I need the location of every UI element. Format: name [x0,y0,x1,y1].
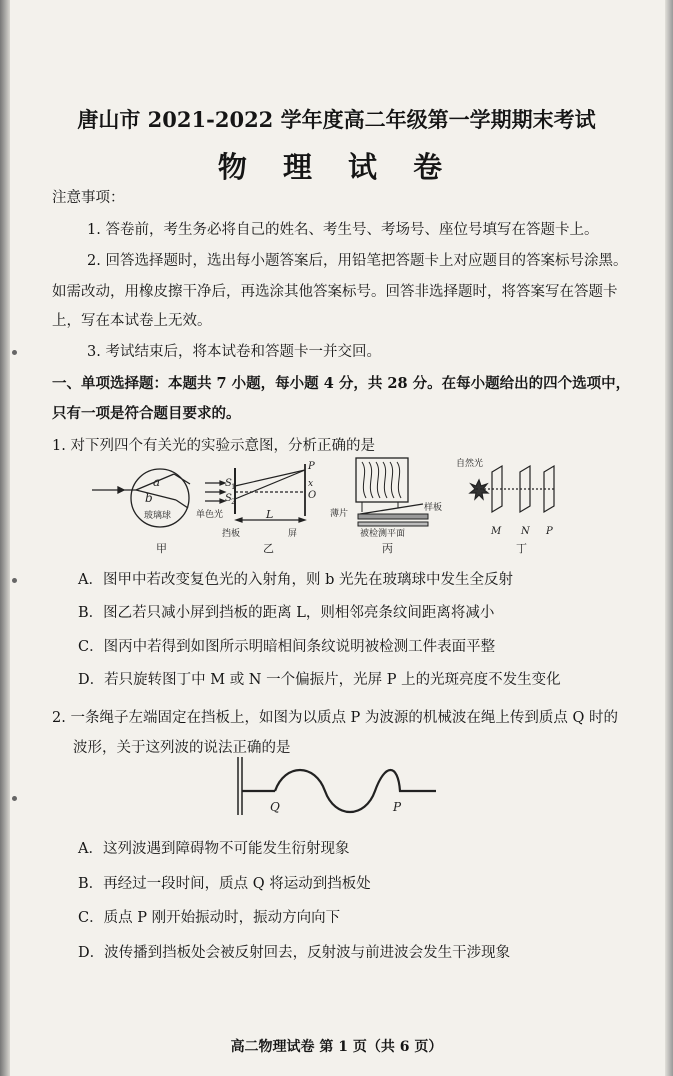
q1-option-c: C．图丙中若得到如图所示明暗相间条纹说明被检测工件表面平整 [78,639,496,655]
svg-text:1: 1 [231,483,236,491]
svg-text:N: N [521,526,530,537]
svg-text:被检测平面: 被检测平面 [360,529,406,539]
svg-text:L: L [266,508,274,521]
notice-line-2: 2. 回答选择题时，选出每小题答案后，用铅笔把答题卡上对应题目的答案标号涂黑。 [87,253,628,269]
q1-option-a: A．图甲中若改变复色光的入射角，则 b 光先在玻璃球中发生全反射 [78,572,513,588]
svg-text:Q: Q [270,800,280,814]
exam-title: 唐山市 2021-2022 学年度高二年级第一学期期末考试 [77,107,596,132]
svg-text:乙: 乙 [263,542,274,555]
svg-text:x: x [308,479,314,489]
svg-text:S: S [225,493,232,504]
q2-option-b: B．再经过一段时间，质点 Q 将运动到挡板处 [78,876,371,892]
q2-stem-line-2: 波形，关于这列波的说法正确的是 [73,740,291,756]
page-footer: 高二物理试卷 第 1 页（共 6 页） [230,1039,443,1055]
svg-text:样板: 样板 [424,503,443,513]
svg-text:甲: 甲 [156,542,167,555]
svg-text:O: O [308,490,317,501]
exam-subject-title: 物 理 试 卷 [217,150,456,184]
notice-line-3: 如需改动，用橡皮擦干净后，再选涂其他答案标号。回答非选择题时，将答案写在答题卡 [52,284,618,300]
svg-text:丙: 丙 [382,542,393,555]
svg-text:薄片: 薄片 [330,509,349,519]
svg-text:P: P [546,526,553,537]
svg-text:玻璃球: 玻璃球 [144,511,172,521]
svg-text:P: P [393,800,402,814]
svg-text:屏: 屏 [288,529,298,539]
svg-text:丁: 丁 [516,542,527,555]
svg-text:单色光: 单色光 [196,510,224,520]
svg-text:a: a [153,475,161,489]
q2-option-d: D．波传播到挡板处会被反射回去，反射波与前进波会发生干涉现象 [78,945,511,961]
q2-option-a: A．这列波遇到障碍物不可能发生衍射现象 [78,841,350,857]
q2-option-c: C．质点 P 刚开始振动时，振动方向向下 [78,910,341,926]
q1-stem: 1. 对下列四个有关光的实验示意图，分析正确的是 [52,438,375,454]
binding-hole-mark [12,796,17,801]
q1-figure [78,456,583,556]
svg-text:b: b [145,491,153,505]
q1-option-b: B．图乙若只减小屏到挡板的距离 L，则相邻亮条纹间距离将减小 [78,605,495,621]
binding-hole-mark [12,350,17,355]
notice-line-4: 上，写在本试卷上无效。 [52,313,212,329]
q2-wave-figure [228,755,443,817]
binding-hole-mark [12,578,17,583]
svg-text:P: P [308,461,315,472]
figure-bing [330,458,442,555]
section-heading-line-2: 只有一项是符合题目要求的。 [52,405,241,422]
q1-option-d: D．若只旋转图丁中 M 或 N 一个偏振片，光屏 P 上的光斑亮度不发生变化 [78,672,561,688]
figure-yi [196,461,316,555]
svg-text:自然光: 自然光 [456,459,484,469]
notice-heading: 注意事项： [52,190,125,206]
q2-stem-line-1: 2. 一条绳子左端固定在挡板上，如图为以质点 P 为波源的机械波在绳上传到质点 Q 时的 [52,710,619,726]
section-heading-line-1: 一、单项选择题：本题共 7 小题，每小题 4 分，共 28 分。在每小题给出的四个选项中， [52,375,631,392]
svg-text:挡板: 挡板 [222,529,241,539]
notice-line-1: 1. 答卷前，考生务必将自己的姓名、考生号、考场号、座位号填写在答题卡上。 [87,222,599,238]
svg-text:S: S [225,478,232,489]
figure-ding [456,457,556,555]
svg-text:2: 2 [231,498,236,506]
figure-jia [92,469,190,555]
svg-text:M: M [491,526,502,537]
notice-line-5: 3. 考试结束后，将本试卷和答题卡一并交回。 [87,344,381,360]
